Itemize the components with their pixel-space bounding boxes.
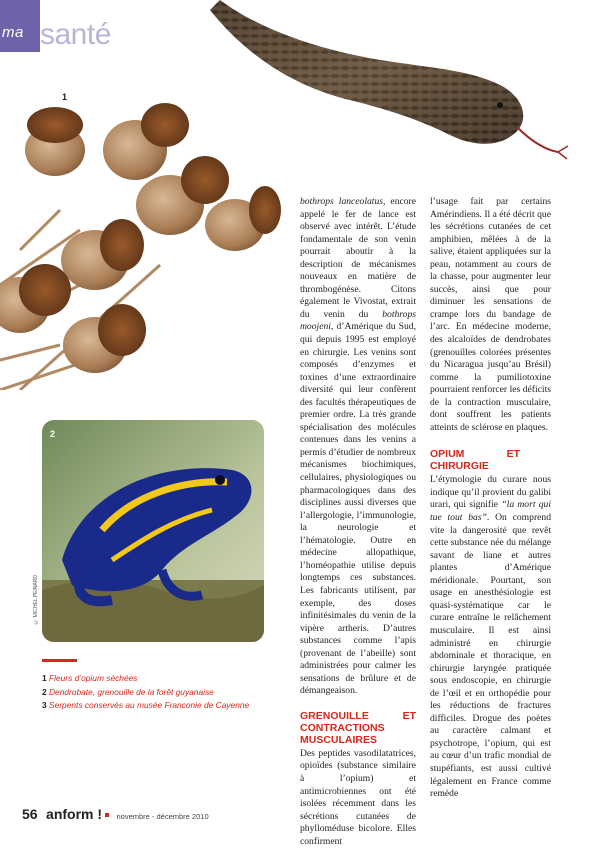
section-header-title: santé [40,18,111,51]
photo-credit: © MICHEL PEINARD [33,575,39,625]
poppy-pods-photo [0,90,300,390]
frog-photo [42,420,264,642]
footer-square-icon [105,813,109,817]
caption-item: 1 Fleurs d’opium séchées [42,673,138,683]
article-column-2 [430,196,551,801]
issue-date: novembre - décembre 2010 [116,812,209,821]
column2-paragraph-2: L’étymologie du curare nous indique qu’il provient du galibi urari, qui signifie “la mort qui tue tout bas”. On comprend vite la dangerosité que revêt cette substance née du mélange savant de liane et autres plantes d’Amérique méridionale. Pourtant, son usage en anesthésiologie est quasi-systématique car le curare entraîne le relâchement musculaire. Il est ainsi administré en chirurgie abdominale et thoracique, en chirurgie laryngée pratiquée sous endoscopie, en chirurgie de l’œil et en orthopédie pour les réductions de fractures difficiles. Drogue des poètes au caractère calmant et psychotrope, l’opium, qui est au cœur d’un trafic mondial de stupéfiants, est aussi cultivé légalement en France comme remède [430,474,551,800]
caption-divider [42,659,77,662]
column1-paragraph-1: bothrops lanceolatus, encore appelé le fer de lance est observé avec intérêt. L’étude fondamentale de son venin pourrait aboutir à la description de mécanismes nouveaux en matière de thrombogénèse. Citons également le Vivostat, extrait du venin du bothrops moojeni, d’Amérique du Sud, qui depuis 1995 est employé en chirurgie. Les venins sont composés d’enzymes et toxines d’une extraordinaire diversité qui leur confèrent des facultés thérapeutiques de premier ordre. La très grande spécialisation des molécules contenues dans les venins a permis d’étudier de nombreux mécanismes biochimiques, cellulaires, physiologiques ou pharmacologiques dans des disciplines aussi diverses que l’allergologie, l’immunologie, la neurologie et l’hématologie. Outre en médecine allopathique, l’homéopathie utilise depuis longtemps ces substances. Les fabricants utilisent, par exemple, des doses infinitésimales du venin de la vipère artheris. D’autres substances comme l’apis (provenant de l’abeille) sont administrées pour calmer les sensations de brûlure et de démangeaison. [300,196,416,697]
figure-number-1: 1 [62,92,68,102]
captions-list [42,672,249,713]
page-number: 56 [22,806,38,822]
article-column-1 [300,196,416,848]
magazine-name: anform ! [46,806,103,822]
subhead-opium: OPIUM ET CHIRURGIE [430,448,520,473]
section-header-ma: ma [2,24,24,41]
caption-item: 2 Dendrobate, grenouille de la forêt guyanaise [42,686,214,697]
column1-paragraph-2: Des peptides vasodilatatrices, opioïdes (substance similaire à l’opium) et antimicrobiennes ont été isolées récemment dans les sécrétions cutanées de phylloméduse bicolore. Elles confirment [300,747,416,847]
column2-paragraph-1: l’usage fait par certains Amérindiens. Il a été décrit que les sécrétions cutanées de cet amphibien, mêlées à de la salive, étaient appliquées sur la peau, notamment au cours de la chasse, pour augmenter leur succès, ainsi que pour diminuer les sensations de crampe lors du bandage de l’arc. En médecine moderne, des alcaloïdes de dendrobates (grenouilles colorées présentes du Nicaragua jusqu’au Brésil) comme la pumiliotoxine pourraient renforcer les déficits de la contraction musculaire, dont souffrent les patients atteints de sclérose en plaques. [430,196,551,433]
page-footer [22,806,209,824]
caption-item: 3 Serpents conservés au musée Franconie de Cayenne [42,700,250,710]
figure-number-2: 2 [50,429,56,439]
subhead-grenouille: GRENOUILLE ET CONTRACTIONS MUSCULAIRES [300,709,416,746]
